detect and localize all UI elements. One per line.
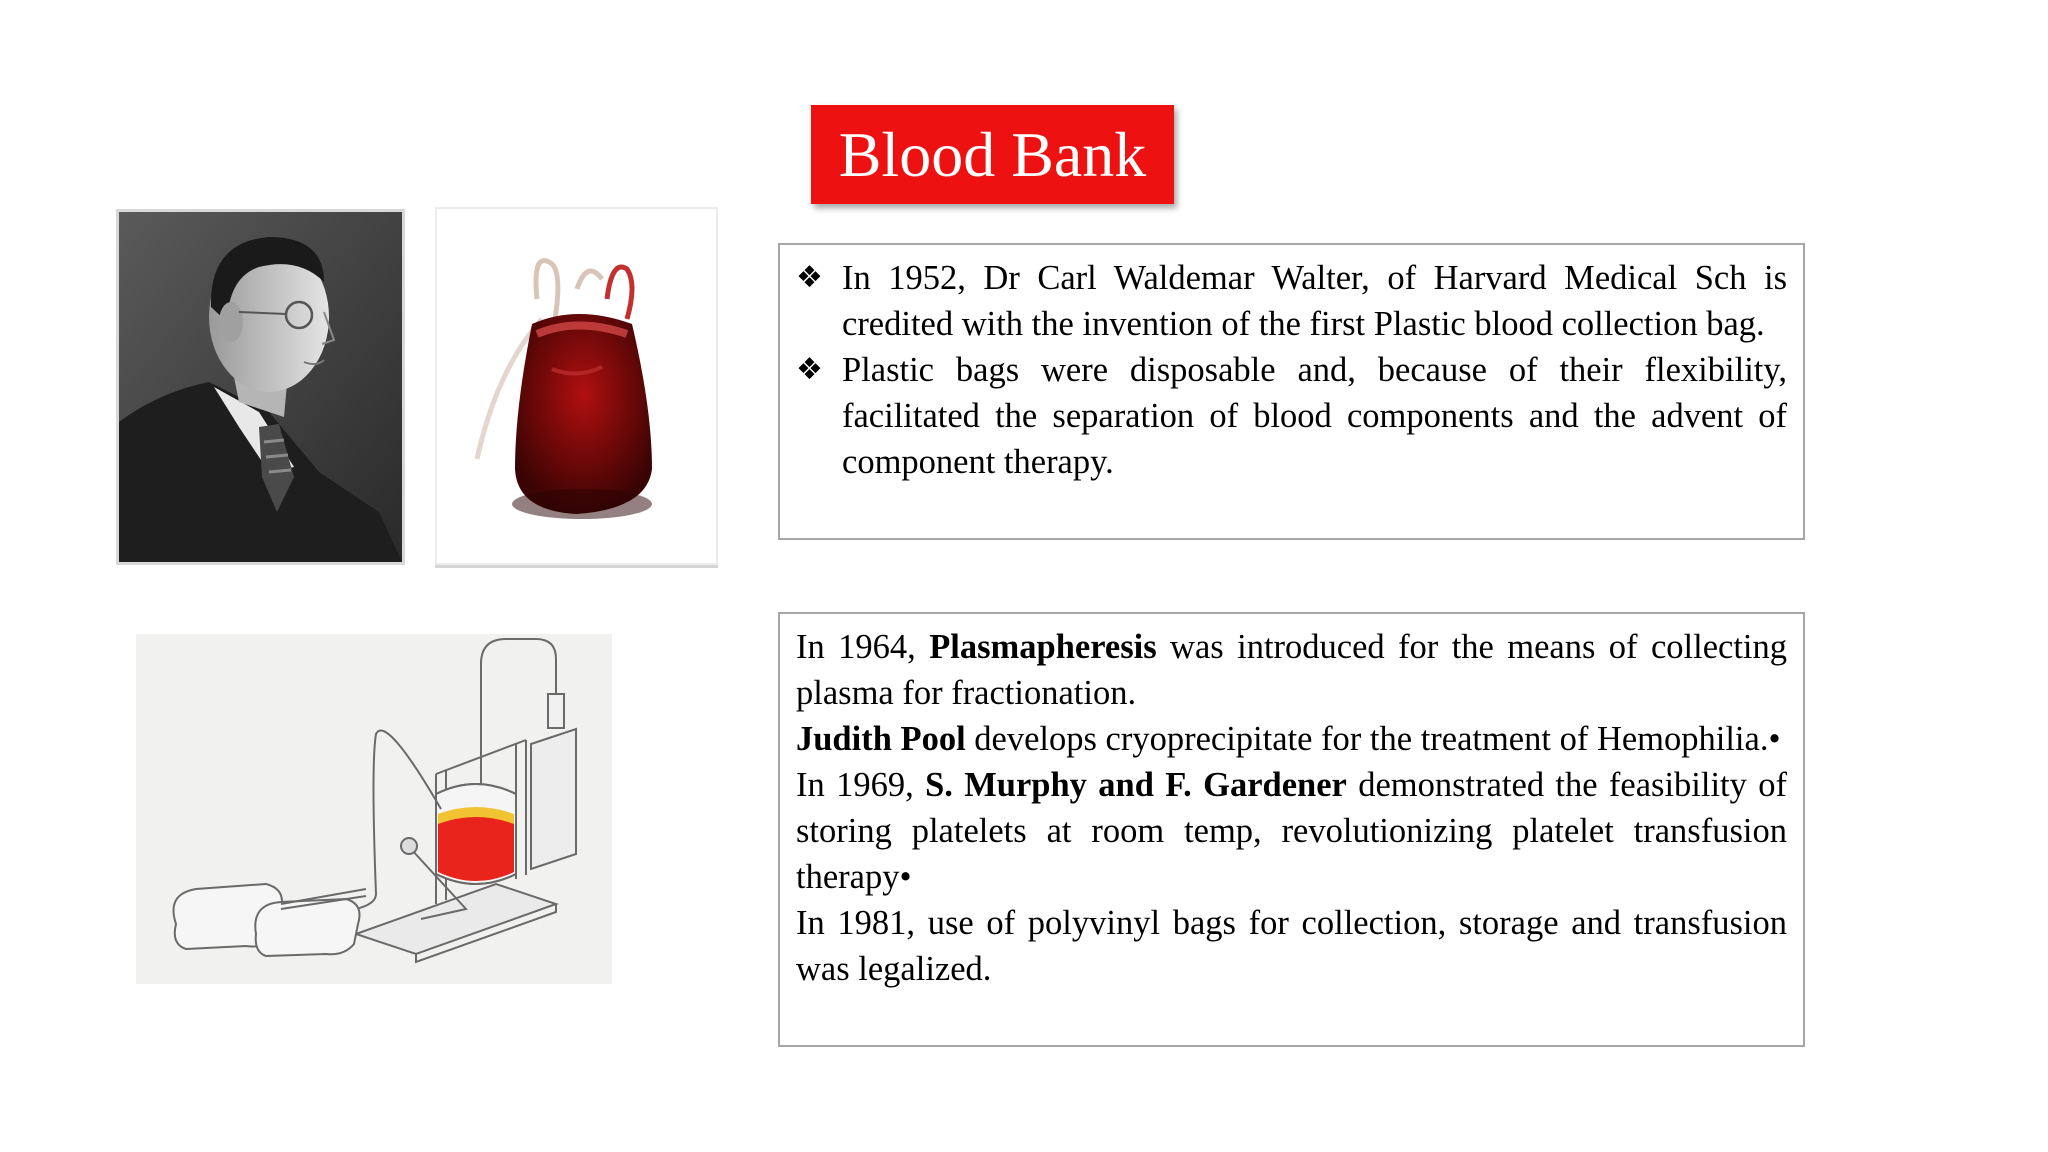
polyvinyl-paragraph: In 1981, use of polyvinyl bags for collection, storage and transfusion was legalized. — [796, 904, 1787, 988]
platelets-paragraph — [796, 762, 1787, 900]
text-span: demonstrated the feasibility of storing platelets at room temp, revolutionizing platelet transfusion therapy• — [796, 766, 1787, 896]
text-span: In 1964, — [796, 628, 930, 666]
apparatus-image — [136, 634, 612, 984]
text-span: was introduced for the means of collecting plasma for fractionation. — [796, 628, 1787, 712]
bullet-text: In 1952, Dr Carl Waldemar Walter, of Harvard Medical Sch is credited with the invention of the first Plastic blood collection bag. — [842, 259, 1787, 343]
slide-title: Blood Bank — [838, 118, 1147, 190]
plasmapheresis-paragraph — [796, 624, 1787, 716]
bold-term: Judith Pool — [796, 720, 966, 758]
text-span: In 1969, — [796, 766, 926, 804]
text-span: develops cryoprecipitate for the treatment of Hemophilia.• — [965, 720, 1781, 758]
blood-bag-image — [437, 209, 716, 563]
four-diamond-bullet-icon: ❖ — [796, 260, 823, 295]
history-info-box — [778, 612, 1805, 1047]
cryoprecipitate-paragraph — [796, 716, 1787, 762]
plasmapheresis-diagram — [136, 634, 612, 984]
bullet-text: Plastic bags were disposable and, because of their flexibility, facilitated the separation of blood components and the advent of component therapy. — [842, 351, 1787, 481]
portrait-photo — [116, 209, 405, 565]
four-diamond-bullet-icon: ❖ — [796, 352, 823, 387]
bold-term: S. Murphy and F. Gardener — [925, 766, 1347, 804]
blood-bag-photo — [435, 207, 718, 565]
bullet-item — [796, 347, 1787, 485]
title-banner — [811, 105, 1174, 204]
portrait-image — [119, 212, 402, 562]
bullet-item — [796, 255, 1787, 347]
walter-info-box — [778, 243, 1805, 540]
bold-term: Plasmapheresis — [929, 628, 1157, 666]
